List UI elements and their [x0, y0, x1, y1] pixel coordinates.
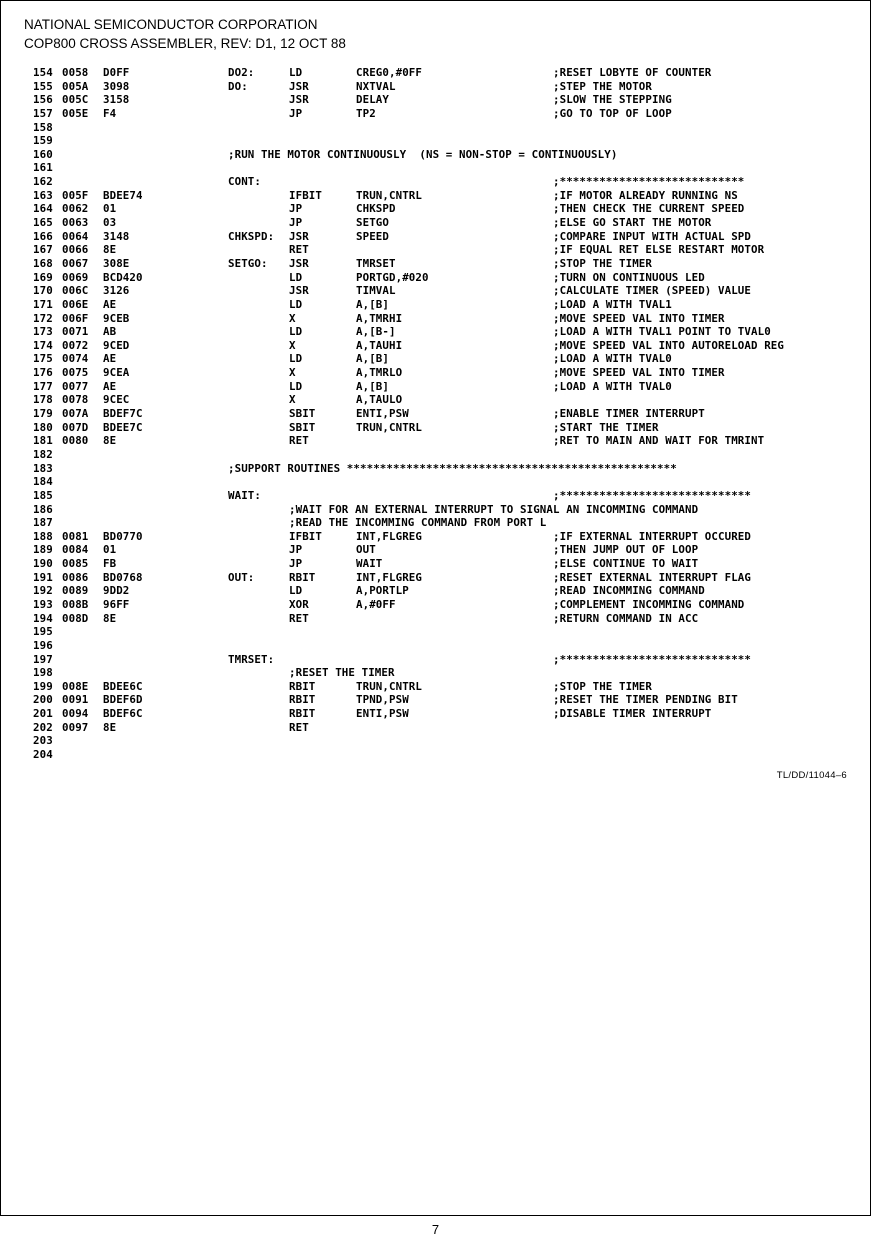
listing-line: [33, 475, 853, 489]
mnemonic: LD: [289, 297, 303, 311]
address: 0064: [62, 229, 89, 243]
address: 005F: [62, 188, 89, 202]
listing-line: [33, 175, 853, 189]
listing-line: [33, 339, 853, 353]
operand: TRUN,CNTRL: [356, 420, 423, 434]
mnemonic: IFBIT: [289, 529, 323, 543]
line-number: 179: [33, 407, 53, 421]
address: 0072: [62, 338, 89, 352]
listing-line: [33, 530, 853, 544]
listing-line: [33, 230, 853, 244]
line-number: 156: [33, 93, 53, 107]
listing-line: [33, 380, 853, 394]
listing-line: [33, 639, 853, 653]
comment: ;ELSE GO START THE MOTOR: [553, 216, 712, 230]
line-number: 194: [33, 611, 53, 625]
listing-line: [33, 503, 853, 517]
address: 0062: [62, 202, 89, 216]
comment: ;GO TO TOP OF LOOP: [553, 106, 672, 120]
object-code: BDEF7C: [103, 407, 143, 421]
operand: A,[B]: [356, 352, 390, 366]
line-number: 188: [33, 529, 53, 543]
listing-line: [33, 680, 853, 694]
listing-line: [33, 448, 853, 462]
line-number: 175: [33, 352, 53, 366]
line-number: 184: [33, 475, 53, 489]
assembler-info: COP800 CROSS ASSEMBLER, REV: D1, 12 OCT 88: [24, 36, 346, 51]
listing-line: [33, 271, 853, 285]
object-code: 9CEC: [103, 393, 130, 407]
line-number: 164: [33, 202, 53, 216]
line-number: 163: [33, 188, 53, 202]
address: 008E: [62, 679, 89, 693]
object-code: 03: [103, 216, 117, 230]
comment: ;RESET LOBYTE OF COUNTER: [553, 66, 712, 79]
listing-line: [33, 284, 853, 298]
mnemonic: RET: [289, 243, 309, 257]
operand: ENTI,PSW: [356, 707, 409, 721]
object-code: AB: [103, 325, 117, 339]
full-comment: ;RUN THE MOTOR CONTINUOUSLY (NS = NON-STOP = CONTINUOUSLY): [228, 147, 618, 161]
line-number: 201: [33, 707, 53, 721]
comment: ;CALCULATE TIMER (SPEED) VALUE: [553, 284, 752, 298]
line-number: 202: [33, 720, 53, 734]
operand: A,[B-]: [356, 325, 396, 339]
listing-line: [33, 516, 853, 530]
operand: WAIT: [356, 557, 383, 571]
operand: TP2: [356, 106, 376, 120]
listing-line: [33, 161, 853, 175]
address: 0069: [62, 270, 89, 284]
object-code: 3098: [103, 79, 130, 93]
object-code: 9DD2: [103, 584, 130, 598]
listing-line: [33, 434, 853, 448]
listing-line: [33, 393, 853, 407]
comment: ;IF EXTERNAL INTERRUPT OCCURED: [553, 529, 752, 543]
listing-line: [33, 298, 853, 312]
line-number: 195: [33, 625, 53, 639]
address: 0091: [62, 693, 89, 707]
mnemonic: JP: [289, 543, 303, 557]
line-number: 203: [33, 734, 53, 748]
address: 0071: [62, 325, 89, 339]
listing-line: [33, 421, 853, 435]
assembly-listing: [33, 66, 853, 762]
address: 005C: [62, 93, 89, 107]
label: CHKSPD:: [228, 229, 275, 243]
address: 006C: [62, 284, 89, 298]
line-number: 169: [33, 270, 53, 284]
label: OUT:: [228, 570, 255, 584]
mnemonic: JP: [289, 557, 303, 571]
address: 0066: [62, 243, 89, 257]
object-code: BDEE7C: [103, 420, 143, 434]
line-number: 155: [33, 79, 53, 93]
listing-line: [33, 707, 853, 721]
object-code: 308E: [103, 256, 130, 270]
comment: ;STOP THE TIMER: [553, 679, 653, 693]
listing-line: [33, 462, 853, 476]
object-code: FB: [103, 557, 117, 571]
object-code: AE: [103, 352, 117, 366]
mnemonic: RET: [289, 720, 309, 734]
comment: ;RET TO MAIN AND WAIT FOR TMRINT: [553, 434, 765, 448]
listing-line: [33, 216, 853, 230]
operand: PORTGD,#020: [356, 270, 429, 284]
operand: A,[B]: [356, 297, 390, 311]
line-number: 190: [33, 557, 53, 571]
operand: TRUN,CNTRL: [356, 679, 423, 693]
listing-line: [33, 148, 853, 162]
listing-line: [33, 489, 853, 503]
operand: TIMVAL: [356, 284, 396, 298]
object-code: BDEF6D: [103, 693, 143, 707]
block-comment: ;RESET THE TIMER: [289, 666, 395, 680]
address: 0074: [62, 352, 89, 366]
line-number: 165: [33, 216, 53, 230]
object-code: BDEE6C: [103, 679, 143, 693]
object-code: 96FF: [103, 597, 130, 611]
line-number: 189: [33, 543, 53, 557]
comment: ;IF MOTOR ALREADY RUNNING NS: [553, 188, 738, 202]
listing-line: [33, 721, 853, 735]
object-code: 8E: [103, 611, 117, 625]
listing-line: [33, 625, 853, 639]
line-number: 191: [33, 570, 53, 584]
operand: A,#0FF: [356, 597, 396, 611]
page-number: 7: [431, 1222, 440, 1237]
operand: A,TAUHI: [356, 338, 403, 352]
object-code: BDEF6C: [103, 707, 143, 721]
object-code: AE: [103, 379, 117, 393]
comment: ;RESET EXTERNAL INTERRUPT FLAG: [553, 570, 752, 584]
line-number: 162: [33, 175, 53, 189]
listing-line: [33, 598, 853, 612]
comment: ;STEP THE MOTOR: [553, 79, 653, 93]
line-number: 158: [33, 120, 53, 134]
address: 0077: [62, 379, 89, 393]
comment: ;START THE TIMER: [553, 420, 659, 434]
line-number: 193: [33, 597, 53, 611]
object-code: D0FF: [103, 66, 130, 79]
line-number: 168: [33, 256, 53, 270]
operand: INT,FLGREG: [356, 529, 423, 543]
comment: ;COMPLEMENT INCOMMING COMMAND: [553, 597, 745, 611]
address: 006E: [62, 297, 89, 311]
listing-line: [33, 257, 853, 271]
address: 0063: [62, 216, 89, 230]
listing-line: [33, 584, 853, 598]
block-comment: ;WAIT FOR AN EXTERNAL INTERRUPT TO SIGNAL AN INCOMMING COMMAND: [289, 502, 699, 516]
listing-line: [33, 93, 853, 107]
comment: ;*****************************: [553, 488, 752, 502]
listing-line: [33, 666, 853, 680]
listing-line: [33, 107, 853, 121]
address: 0089: [62, 584, 89, 598]
object-code: 8E: [103, 243, 117, 257]
mnemonic: X: [289, 393, 296, 407]
mnemonic: LD: [289, 66, 303, 79]
comment: ;LOAD A WITH TVAL0: [553, 352, 672, 366]
object-code: 01: [103, 202, 117, 216]
line-number: 198: [33, 666, 53, 680]
listing-line: [33, 612, 853, 626]
line-number: 180: [33, 420, 53, 434]
listing-line: [33, 748, 853, 762]
mnemonic: SBIT: [289, 407, 316, 421]
object-code: 9CEA: [103, 366, 130, 380]
comment: ;MOVE SPEED VAL INTO TIMER: [553, 366, 725, 380]
mnemonic: JSR: [289, 93, 309, 107]
address: 0086: [62, 570, 89, 584]
mnemonic: JP: [289, 106, 303, 120]
comment: ;READ INCOMMING COMMAND: [553, 584, 705, 598]
line-number: 172: [33, 311, 53, 325]
comment: ;****************************: [553, 175, 745, 189]
comment: ;THEN CHECK THE CURRENT SPEED: [553, 202, 745, 216]
line-number: 160: [33, 147, 53, 161]
mnemonic: JSR: [289, 79, 309, 93]
line-number: 182: [33, 447, 53, 461]
operand: A,[B]: [356, 379, 390, 393]
object-code: 3158: [103, 93, 130, 107]
object-code: 8E: [103, 720, 117, 734]
listing-line: [33, 366, 853, 380]
mnemonic: X: [289, 311, 296, 325]
listing-line: [33, 543, 853, 557]
label: SETGO:: [228, 256, 268, 270]
operand: SPEED: [356, 229, 390, 243]
comment: ;MOVE SPEED VAL INTO TIMER: [553, 311, 725, 325]
object-code: AE: [103, 297, 117, 311]
listing-line: [33, 121, 853, 135]
comment: ;RESET THE TIMER PENDING BIT: [553, 693, 738, 707]
operand: SETGO: [356, 216, 390, 230]
line-number: 178: [33, 393, 53, 407]
listing-line: [33, 243, 853, 257]
line-number: 173: [33, 325, 53, 339]
comment: ;TURN ON CONTINUOUS LED: [553, 270, 705, 284]
comment: ;THEN JUMP OUT OF LOOP: [553, 543, 699, 557]
mnemonic: RBIT: [289, 707, 316, 721]
line-number: 186: [33, 502, 53, 516]
mnemonic: X: [289, 366, 296, 380]
listing-line: [33, 571, 853, 585]
comment: ;STOP THE TIMER: [553, 256, 653, 270]
address: 0084: [62, 543, 89, 557]
listing-line: [33, 202, 853, 216]
listing-line: [33, 693, 853, 707]
address: 006F: [62, 311, 89, 325]
operand: OUT: [356, 543, 376, 557]
object-code: 3148: [103, 229, 130, 243]
mnemonic: RBIT: [289, 693, 316, 707]
object-code: BD0768: [103, 570, 143, 584]
operand: A,TMRHI: [356, 311, 403, 325]
address: 007A: [62, 407, 89, 421]
object-code: 8E: [103, 434, 117, 448]
comment: ;RETURN COMMAND IN ACC: [553, 611, 699, 625]
listing-line: [33, 312, 853, 326]
object-code: 3126: [103, 284, 130, 298]
operand: A,PORTLP: [356, 584, 409, 598]
line-number: 183: [33, 461, 53, 475]
line-number: 161: [33, 161, 53, 175]
line-number: 170: [33, 284, 53, 298]
line-number: 154: [33, 66, 53, 79]
figure-id: TL/DD/11044–6: [776, 770, 847, 781]
comment: ;COMPARE INPUT WITH ACTUAL SPD: [553, 229, 752, 243]
address: 0081: [62, 529, 89, 543]
mnemonic: SBIT: [289, 420, 316, 434]
mnemonic: JP: [289, 202, 303, 216]
address: 0094: [62, 707, 89, 721]
operand: CREG0,#0FF: [356, 66, 423, 79]
page-header: [24, 15, 346, 53]
line-number: 200: [33, 693, 53, 707]
address: 008B: [62, 597, 89, 611]
operand: CHKSPD: [356, 202, 396, 216]
object-code: 9CEB: [103, 311, 130, 325]
listing-line: [33, 66, 853, 80]
mnemonic: JSR: [289, 256, 309, 270]
address: 0075: [62, 366, 89, 380]
address: 0085: [62, 557, 89, 571]
object-code: BDEE74: [103, 188, 143, 202]
line-number: 199: [33, 679, 53, 693]
comment: ;ELSE CONTINUE TO WAIT: [553, 557, 699, 571]
mnemonic: IFBIT: [289, 188, 323, 202]
label: WAIT:: [228, 488, 262, 502]
company-name: NATIONAL SEMICONDUCTOR CORPORATION: [24, 17, 318, 32]
operand: NXTVAL: [356, 79, 396, 93]
address: 005A: [62, 79, 89, 93]
operand: TMRSET: [356, 256, 396, 270]
listing-line: [33, 653, 853, 667]
address: 0097: [62, 720, 89, 734]
listing-line: [33, 407, 853, 421]
block-comment: ;READ THE INCOMMING COMMAND FROM PORT L: [289, 516, 547, 530]
comment: ;SLOW THE STEPPING: [553, 93, 672, 107]
mnemonic: XOR: [289, 597, 309, 611]
mnemonic: JP: [289, 216, 303, 230]
comment: ;LOAD A WITH TVAL1 POINT TO TVAL0: [553, 325, 771, 339]
mnemonic: LD: [289, 379, 303, 393]
line-number: 167: [33, 243, 53, 257]
address: 0078: [62, 393, 89, 407]
line-number: 171: [33, 297, 53, 311]
comment: ;IF EQUAL RET ELSE RESTART MOTOR: [553, 243, 765, 257]
address: 007D: [62, 420, 89, 434]
line-number: 196: [33, 638, 53, 652]
mnemonic: RBIT: [289, 679, 316, 693]
comment: ;*****************************: [553, 652, 752, 666]
mnemonic: JSR: [289, 229, 309, 243]
mnemonic: LD: [289, 270, 303, 284]
mnemonic: RET: [289, 434, 309, 448]
operand: ENTI,PSW: [356, 407, 409, 421]
mnemonic: RBIT: [289, 570, 316, 584]
comment: ;ENABLE TIMER INTERRUPT: [553, 407, 705, 421]
line-number: 187: [33, 516, 53, 530]
address: 005E: [62, 106, 89, 120]
line-number: 181: [33, 434, 53, 448]
operand: A,TMRLO: [356, 366, 403, 380]
line-number: 197: [33, 652, 53, 666]
line-number: 204: [33, 748, 53, 762]
listing-line: [33, 557, 853, 571]
address: 0067: [62, 256, 89, 270]
listing-line: [33, 734, 853, 748]
listing-line: [33, 189, 853, 203]
listing-line: [33, 80, 853, 94]
comment: ;LOAD A WITH TVAL1: [553, 297, 672, 311]
mnemonic: X: [289, 338, 296, 352]
address: 008D: [62, 611, 89, 625]
mnemonic: RET: [289, 611, 309, 625]
label: DO:: [228, 79, 248, 93]
comment: ;DISABLE TIMER INTERRUPT: [553, 707, 712, 721]
comment: ;LOAD A WITH TVAL0: [553, 379, 672, 393]
line-number: 192: [33, 584, 53, 598]
address: 0058: [62, 66, 89, 79]
object-code: BD0770: [103, 529, 143, 543]
full-comment: ;SUPPORT ROUTINES **************************************************: [228, 461, 677, 475]
line-number: 174: [33, 338, 53, 352]
operand: INT,FLGREG: [356, 570, 423, 584]
address: 0080: [62, 434, 89, 448]
comment: ;MOVE SPEED VAL INTO AUTORELOAD REG: [553, 338, 785, 352]
object-code: BCD420: [103, 270, 143, 284]
object-code: 9CED: [103, 338, 130, 352]
line-number: 185: [33, 488, 53, 502]
label: CONT:: [228, 175, 262, 189]
line-number: 176: [33, 366, 53, 380]
line-number: 166: [33, 229, 53, 243]
operand: TRUN,CNTRL: [356, 188, 423, 202]
label: TMRSET:: [228, 652, 275, 666]
mnemonic: LD: [289, 352, 303, 366]
mnemonic: LD: [289, 325, 303, 339]
object-code: F4: [103, 106, 117, 120]
operand: A,TAULO: [356, 393, 403, 407]
listing-line: [33, 325, 853, 339]
line-number: 157: [33, 106, 53, 120]
operand: TPND,PSW: [356, 693, 409, 707]
label: DO2:: [228, 66, 255, 79]
listing-line: [33, 134, 853, 148]
mnemonic: LD: [289, 584, 303, 598]
mnemonic: JSR: [289, 284, 309, 298]
object-code: 01: [103, 543, 117, 557]
line-number: 159: [33, 134, 53, 148]
line-number: 177: [33, 379, 53, 393]
operand: DELAY: [356, 93, 390, 107]
listing-line: [33, 352, 853, 366]
